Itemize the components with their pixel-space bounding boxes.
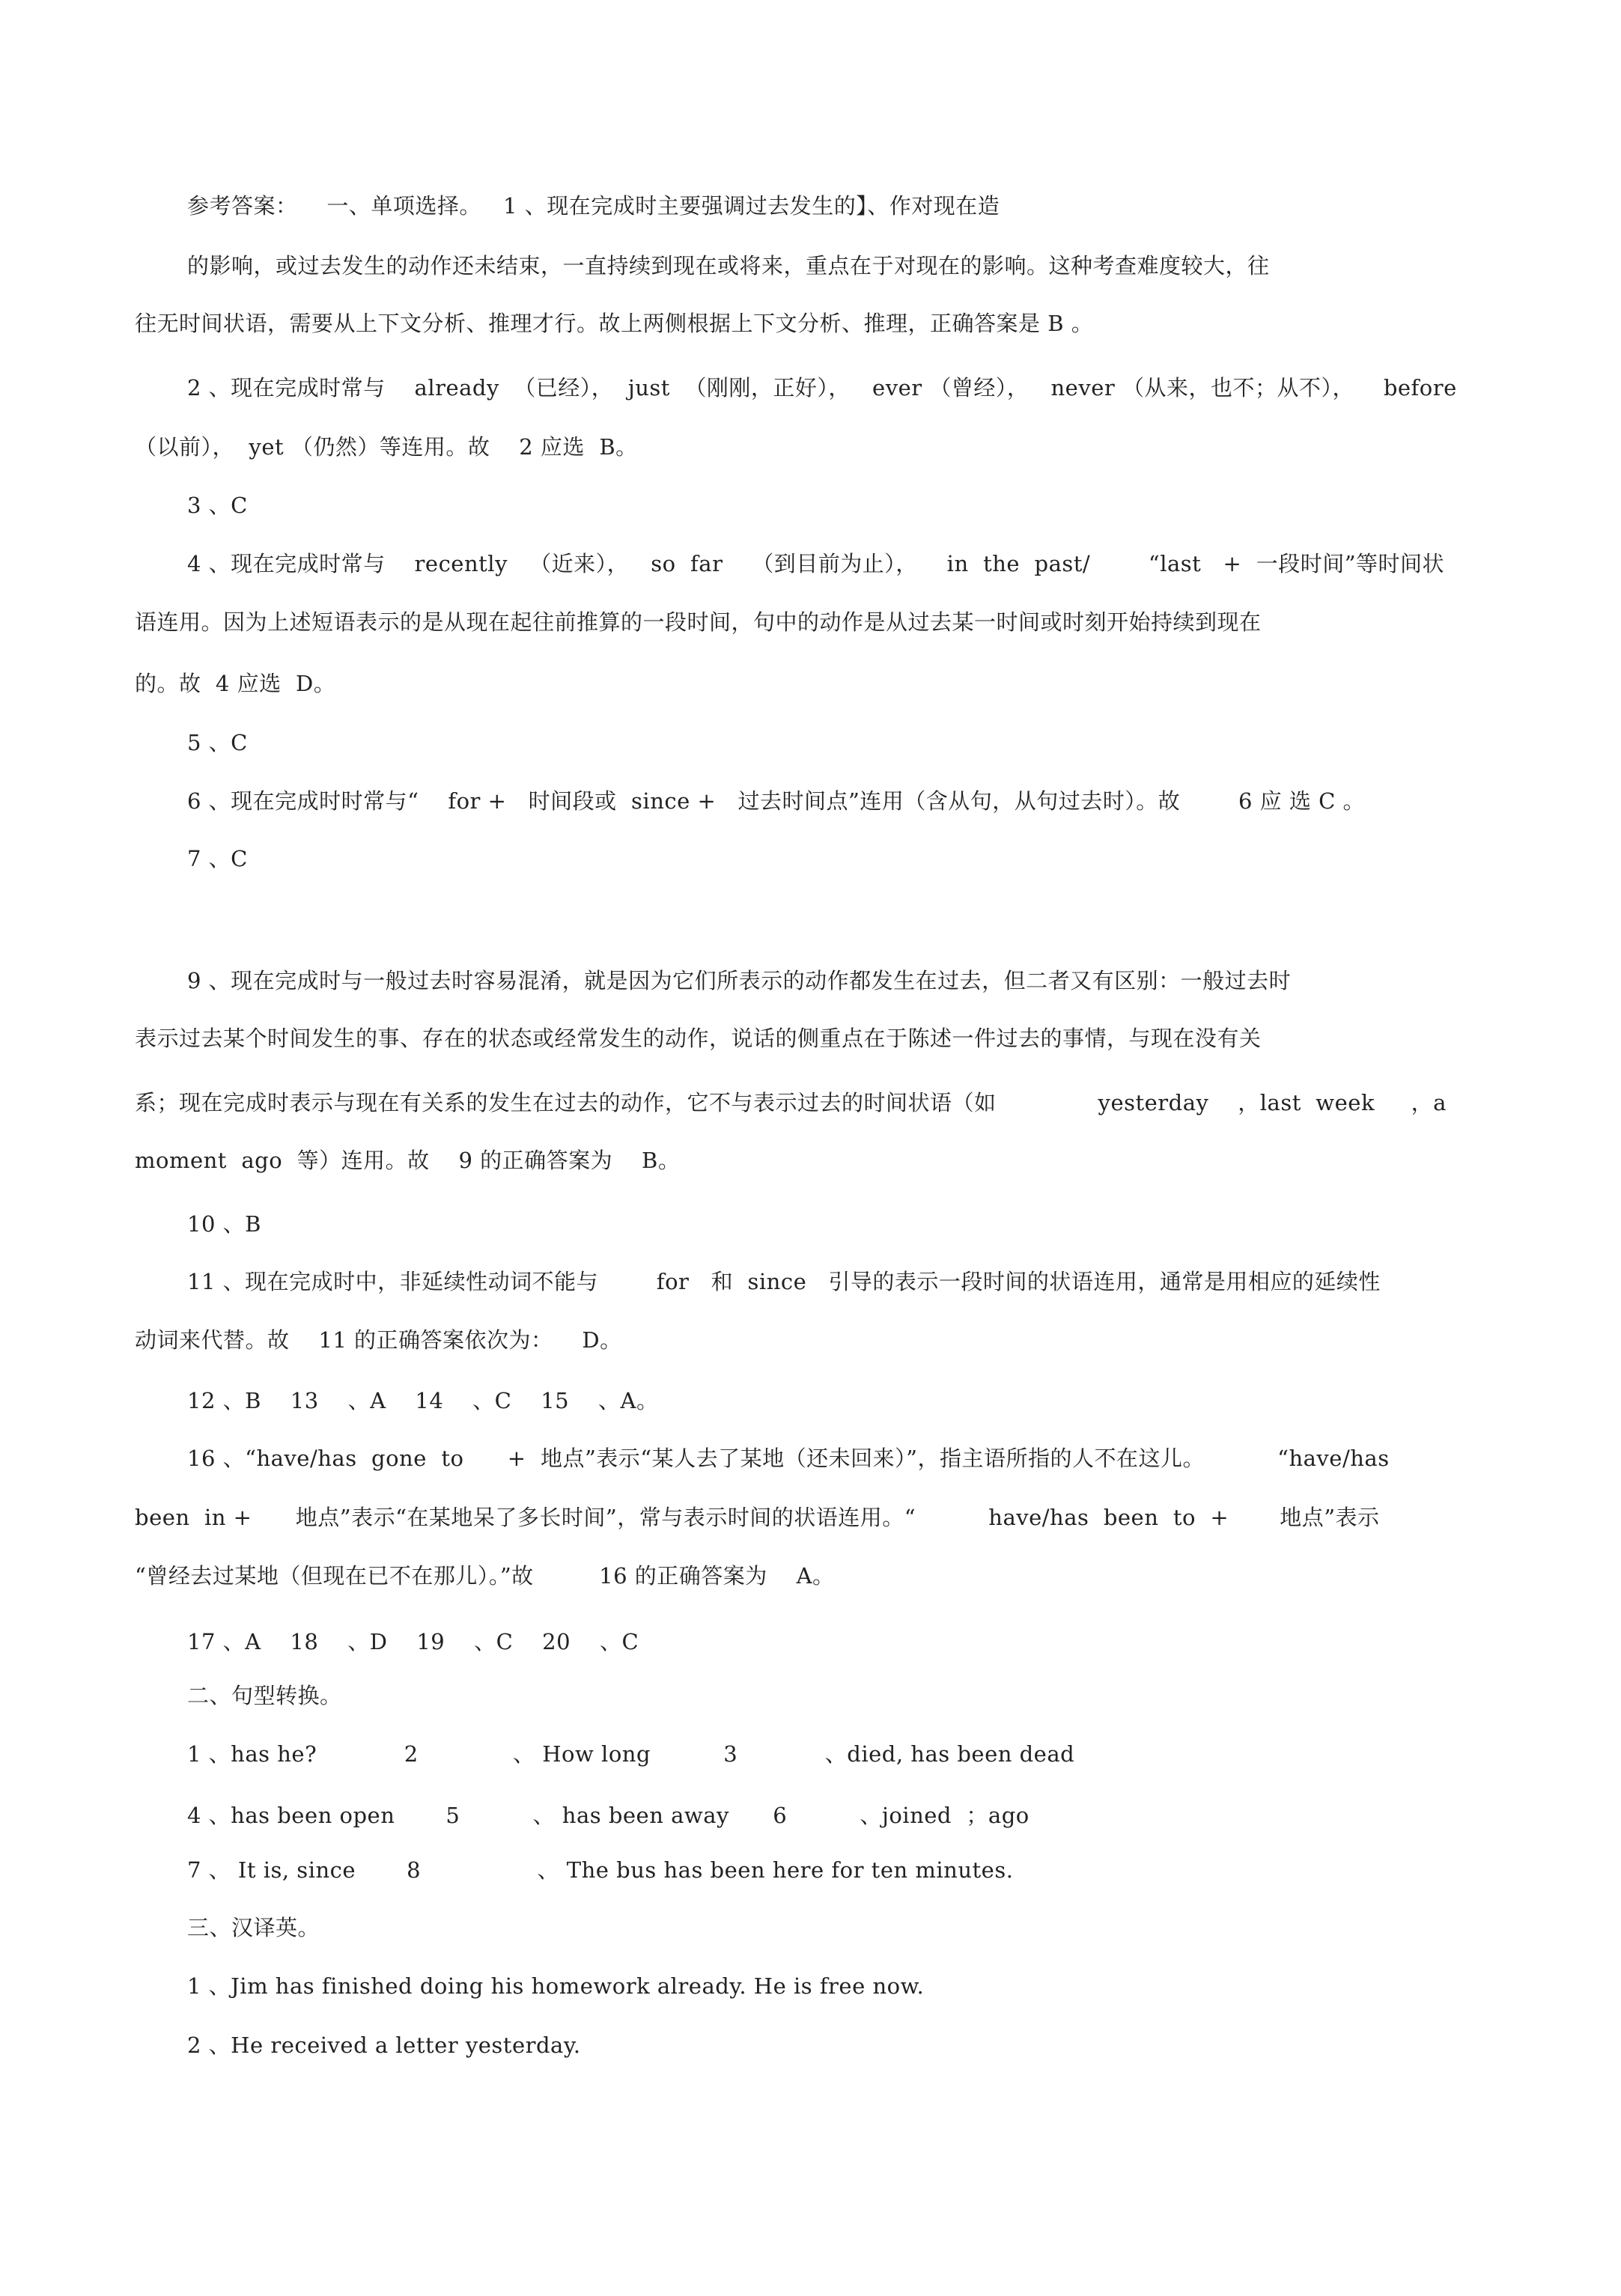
text-line: 1 、Jim has finished doing his homework already. He is free now. [187,1973,925,1999]
text-line: （以前）， yet （仍然）等连用。故 2 应选 B。 [135,434,638,460]
section-heading: 三、汉译英。 [187,1915,320,1940]
text-line: 参考答案： 一、单项选择。 1 、现在完成时主要强调过去发生的】、作对现在造 [187,193,1000,219]
text-line: 9 、现在完成时与一般过去时容易混淆，就是因为它们所表示的动作都发生在过去，但二者又有区别：一般过去时 [187,968,1292,993]
text-line: 系；现在完成时表示与现在有关系的发生在过去的动作，它不与表示过去的时间状语（如 yesterday ，last week ，a [135,1090,1447,1115]
text-line: 17 、A 18 、D 19 、C 20 、C [187,1629,639,1654]
text-line: 5 、C [187,730,248,755]
section-heading: 二、句型转换。 [187,1683,342,1708]
text-line: 往无时间状语，需要从上下文分析、推理才行。故上两侧根据上下文分析、推理，正确答案是 B 。 [135,311,1094,336]
text-line: 动词来代替。故 11 的正确答案依次为： D。 [135,1327,622,1353]
text-line: 10 、B [187,1211,261,1237]
text-line: 16 、“have/has gone to + 地点”表示“某人去了某地（还未回来）”，指主语所指的人不在这儿。 “have/has [187,1446,1390,1471]
text-line: 11 、现在完成时中，非延续性动词不能与 for 和 since 引导的表示一段时间的状语连用，通常是用相应的延续性 [187,1269,1381,1294]
text-line: 表示过去某个时间发生的事、存在的状态或经常发生的动作，说话的侧重点在于陈述一件过去的事情，与现在没有关 [135,1026,1262,1051]
text-line: 的。故 4 应选 D。 [135,671,336,696]
text-line: 1 、has he? 2 、 How long 3 、died, has been dead [187,1741,1075,1767]
text-line: 12 、B 13 、A 14 、C 15 、A。 [187,1388,659,1413]
text-line: 的影响，或过去发生的动作还未结束，一直持续到现在或将来，重点在于对现在的影响。这种考查难度较大，往 [187,253,1270,278]
text-line: 2 、He received a letter yesterday. [187,2032,581,2058]
text-line: 2 、现在完成时常与 already （已经）， just （刚刚，正好）， ever （曾经）， never （从来，也不；从不）， before [187,375,1457,401]
text-line: moment ago 等）连用。故 9 的正确答案为 B。 [135,1148,681,1173]
text-line: “曾经去过某地（但现在已不在那儿）。”故 16 的正确答案为 A。 [135,1563,835,1589]
text-line: been in + 地点”表示“在某地呆了多长时间”，常与表示时间的状语连用。“ have/has been to + 地点”表示 [135,1505,1380,1530]
text-line: 7 、 It is, since 8 、 The bus has been here for ten minutes. [187,1857,1014,1883]
text-line: 6 、现在完成时时常与“ for + 时间段或 since + 过去时间点”连用（含从句，从句过去时）。故 6 应 选 C 。 [187,788,1366,814]
text-line: 7 、C [187,846,248,871]
text-line: 3 、C [187,493,248,518]
text-line: 4 、现在完成时常与 recently （近来）， so far （到目前为止）， in the past/ “last + 一段时间”等时间状 [187,551,1445,576]
text-line: 语连用。因为上述短语表示的是从现在起往前推算的一段时间，句中的动作是从过去某一时间或时刻开始持续到现在 [135,609,1262,635]
text-line: 4 、has been open 5 、 has been away 6 、joined ；ago [187,1803,1030,1828]
